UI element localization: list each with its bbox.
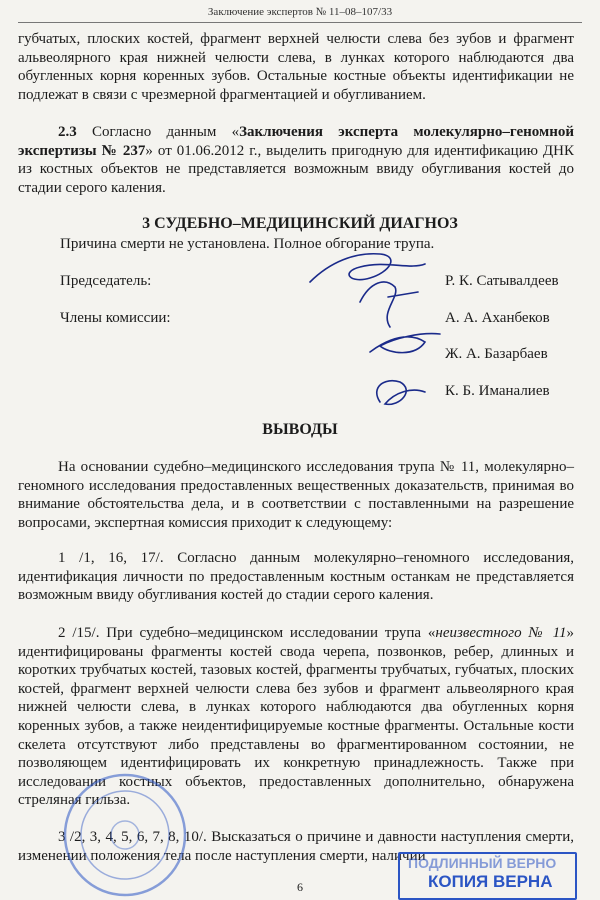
item-text: » идентифицированы фрагменты костей свода черепа, позвонков, ребер, длинных и коротких трубчатых костей, тазовых костей, фрагменты трубчатых, губчатых, плоских костей, фрагмент верхней челюсти слева без зубов и фрагмент альвеолярного края нижней челюсти слева, в лунках которого наблюдаются два обугленных корня коренных зубов, а также неидентифицируемые костные фрагменты. Остальные кости скелета отсутствуют либо представлены во фрагментированном состоянии, не позволяющем идентифицировать их конкретную принадлежность. Также при исследовании костных объектов, предоставленных дополнительно, обнаружена стреляная гильза. <box>18 625 574 809</box>
members-label: Члены комиссии: <box>60 310 171 326</box>
paragraph-2-3 <box>18 123 574 197</box>
item-text: 2 /15/. При судебно–медицинском исследовании трупа « <box>58 625 436 641</box>
conclusions-heading: ВЫВОДЫ <box>262 421 338 438</box>
header-divider <box>18 22 582 23</box>
stamp-line-2: КОПИЯ ВЕРНА <box>428 872 553 891</box>
chairman-name: Р. К. Сатывалдеев <box>445 273 559 289</box>
cause-of-death: Причина смерти не установлена. Полное обгорание трупа. <box>60 236 435 252</box>
paragraph-bold-ref: Заключения эксперта молекулярно–геномной экспертизы № 237 <box>18 124 574 159</box>
paragraph-number: 2.3 <box>58 124 77 140</box>
diagnosis-heading: 3 СУДЕБНО–МЕДИЦИНСКИЙ ДИАГНОЗ <box>142 215 458 232</box>
conclusions-intro: На основании судебно–медицинского исследования трупа № 11, молекулярно–геномного исследования предоставленных вещественных доказательств, принимая во внимание обстоятельства дела, и в соответствии с поставленными на разрешение вопросами, экспертная комиссия приходит к следующему: <box>18 459 574 531</box>
page-number: 6 <box>297 880 303 894</box>
member-name: К. Б. Иманалиев <box>445 383 550 399</box>
paragraph-text: » от 01.06.2012 г., выделить пригодную для идентификацию ДНК из костных объектов не представляется возможным ввиду обугливания костей до стадии серого каления. <box>18 142 574 196</box>
stamp-line-1: ПОДЛИННЫЙ ВЕРНО <box>408 855 557 871</box>
page-header: Заключение экспертов № 11–08–107/33 <box>207 6 393 18</box>
conclusion-item-1: 1 /1, 16, 17/. Согласно данным молекулярно–геномного исследования, идентификация личности по предоставленным костным останкам не представляется возможным ввиду обугливания костей до стадии серого каления. <box>18 550 574 604</box>
member-name: Ж. А. Базарбаев <box>445 346 548 362</box>
conclusion-item-3: 3 /2, 3, 4, 5, 6, 7, 8, 10/. Высказаться о причине и давности наступления смерти, изменении положения тела после наступления смерти, наличии <box>18 829 574 864</box>
chairman-label: Председатель: <box>60 273 152 289</box>
continued-paragraph: губчатых, плоских костей, фрагмент верхней челюсти слева без зубов и фрагмент альвеолярного края нижней челюсти слева, в лунках которого наблюдаются два обугленных корня коренных зубов. Остальные костные объекты идентификации не подлежат в связи с чрезмерной фрагментацией и обугливанием. <box>18 31 574 103</box>
paragraph-text: Согласно данным « <box>76 124 240 140</box>
item-italic: неизвестного № 11 <box>435 625 567 641</box>
signatures-drawing <box>300 242 450 422</box>
member-name: А. А. Аханбеков <box>445 310 550 326</box>
copy-verified-stamp <box>398 852 577 900</box>
round-seal-icon <box>60 770 190 900</box>
